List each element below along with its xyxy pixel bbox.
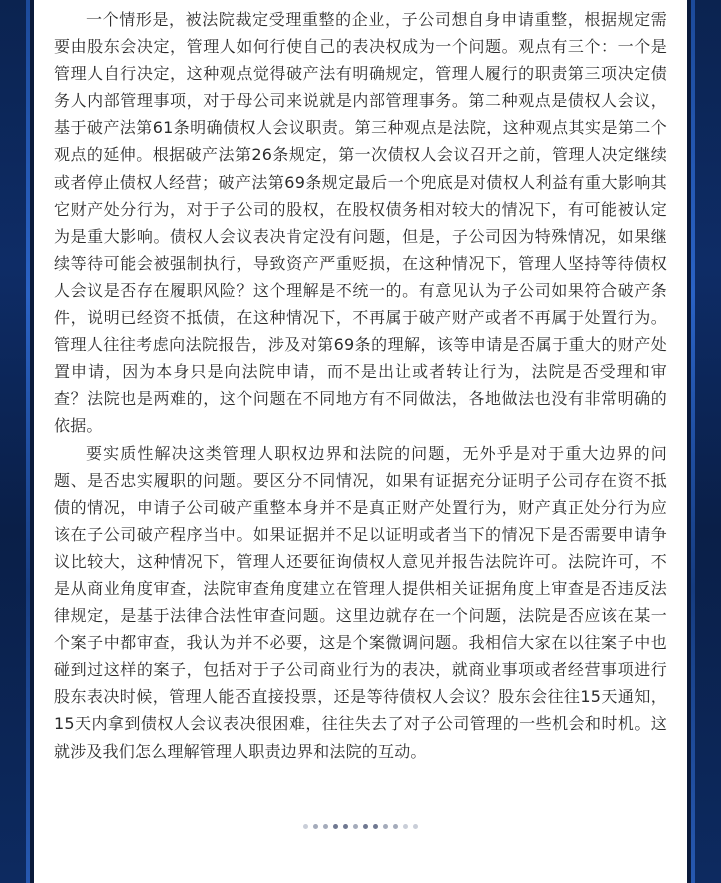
left-border-decoration	[0, 0, 30, 883]
page-dot	[343, 824, 348, 829]
page-dot	[313, 824, 318, 829]
page-dot	[353, 824, 358, 829]
page-dot	[393, 824, 398, 829]
page-dot	[403, 824, 408, 829]
page-dot	[323, 824, 328, 829]
article-paragraph-1: 一个情形是，被法院裁定受理重整的企业，子公司想自身申请重整，根据规定需要由股东会决定，管理人如何行使自己的表决权成为一个问题。观点有三个：一个是管理人自行决定，这种观点觉得破产法有明确规定，管理人履行的职责第三项决定债务人内部管理事项，对于母公司来说就是内部管理事务。第二种观点是债权人会议，基于破产法第61条明确债权人会议职责。第三种观点是法院，这种观点其实是第二个观点的延伸。根据破产法第26条规定，第一次债权人会议召开之前，管理人决定继续或者停止债权人经营；破产法第69条规定最后一个兜底是对债权人利益有重大影响其它财产处分行为，对于子公司的股权，在股权债务相对较大的情况下，有可能被认定为是重大影响。债权人会议表决肯定没有问题，但是，子公司因为特殊情况，如果继续等待可能会被强制执行，导致资产严重贬损，在这种情况下，管理人坚持等待债权人会议是否存在履职风险？这个理解是不统一的。有意见认为子公司如果符合破产条件，说明已经资不抵债，在这种情况下，不再属于破产财产或者不再属于处置行为。管理人往往考虑向法院报告，涉及对第69条的理解，该等申请是否属于重大的财产处置申请，因为本身只是向法院申请，而不是出让或者转让行为，法院是否受理和审查？法院也是两难的，这个问题在不同地方有不同做法，各地做法也没有非常明确的依据。	[54, 10, 667, 436]
page-dot	[373, 824, 378, 829]
page-dot	[303, 824, 308, 829]
article-paragraph-2: 要实质性解决这类管理人职权边界和法院的问题，无外乎是对于重大边界的问题、是否忠实履职的问题。要区分不同情况，如果有证据充分证明子公司存在资不抵债的情况，申请子公司破产重整本身并不是真正财产处置行为，财产真正处分行为应该在子公司破产程序当中。如果证据并不足以证明或者当下的情况下是否需要申请争议比较大，这种情况下，管理人还要征询债权人意见并报告法院许可。法院许可，不是从商业角度审查，法院审查角度建立在管理人提供相关证据角度上审查是否违反法律规定，是基于法律合法性审查问题。这里边就存在一个问题，法院是否应该在某一个案子中都审查，我认为并不必要，这是个案微调问题。我相信大家在以往案子中也碰到过这样的案子，包括对于子公司商业行为的表决，就商业事项或者经营事项进行股东表决时候，管理人能否直接投票，还是等待债权人会议？股东会往往15天通知，15天内拿到债权人会议表决很困难，往往失去了对子公司管理的一些机会和时机。这就涉及我们怎么理解管理人职责边界和法院的互动。	[54, 443, 667, 761]
page-dot	[383, 824, 388, 829]
page-dot	[333, 824, 338, 829]
page-dot	[413, 824, 418, 829]
page-indicator-dots	[34, 824, 687, 829]
page-dot	[363, 824, 368, 829]
right-border-decoration	[691, 0, 721, 883]
article-page	[34, 0, 687, 883]
